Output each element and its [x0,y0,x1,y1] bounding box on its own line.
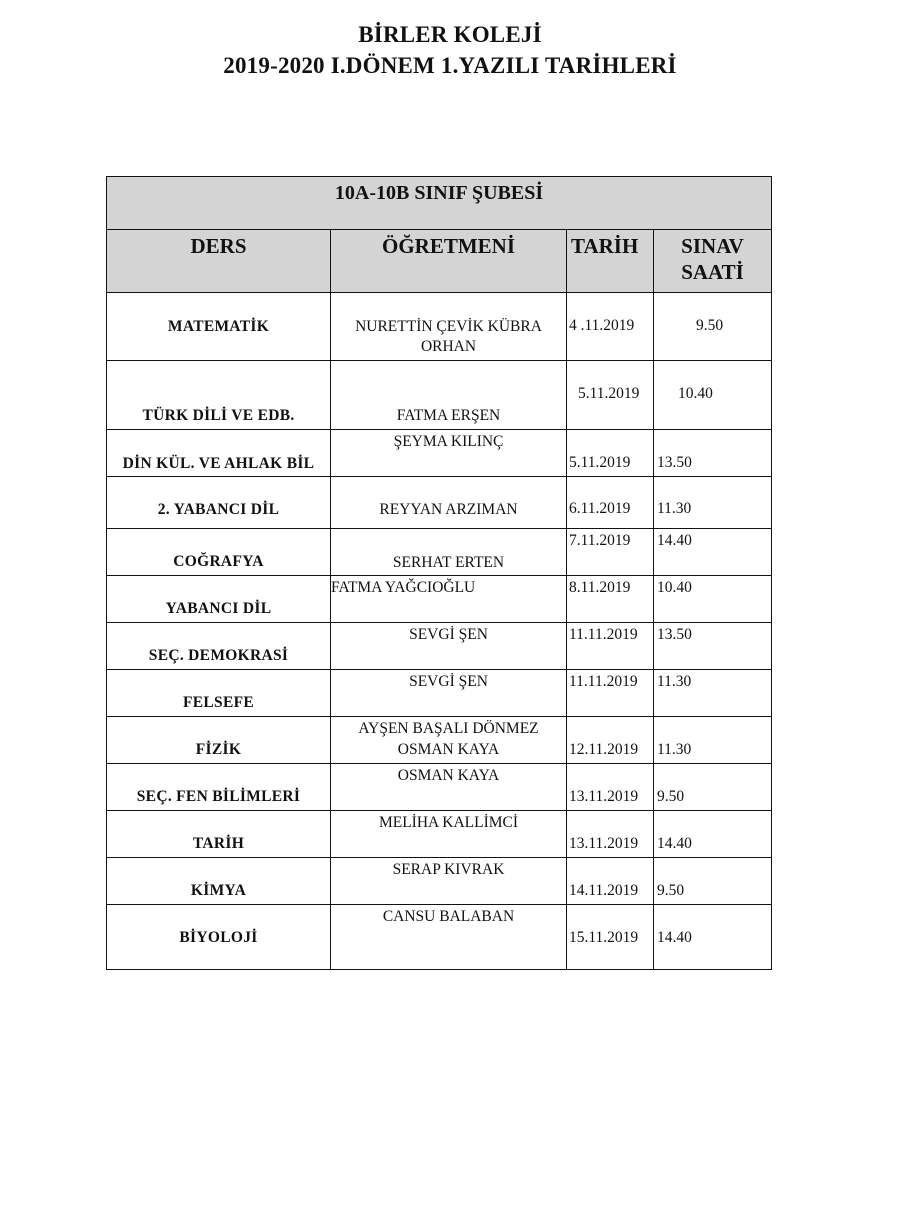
teacher-cell: OSMAN KAYA [397,767,500,784]
teacher-cell: FATMA YAĞCIOĞLU [331,579,476,596]
teacher-cell: SERAP KIVRAK [392,861,505,878]
table-row [107,430,772,477]
table-row [107,670,772,717]
time-cell: 9.50 [696,317,724,334]
subject-cell: SEÇ. DEMOKRASİ [148,647,289,664]
table-row [107,529,772,576]
date-cell: 8.11.2019 [569,579,631,596]
time-cell: 10.40 [657,579,692,596]
subject-cell: YABANCI DİL [165,600,272,617]
subject-cell: FİZİK [195,741,242,758]
table-row [107,905,772,970]
date-cell: 7.11.2019 [569,532,631,549]
header-ogretmen: ÖĞRETMENİ [331,230,567,293]
subject-cell: TÜRK DİLİ VE EDB. [142,407,295,424]
table-row [107,858,772,905]
time-cell: 11.30 [657,741,692,758]
time-cell: 13.50 [657,454,692,471]
subject-cell: SEÇ. FEN BİLİMLERİ [136,788,301,805]
time-cell: 14.40 [657,532,692,549]
school-title: BİRLER KOLEJİ [358,22,542,47]
header-saat: SINAV SAATİ [654,230,772,293]
teacher-cell: SERHAT ERTEN [392,554,505,571]
time-cell: 14.40 [657,929,692,946]
date-cell: 14.11.2019 [569,882,639,899]
subject-cell: KİMYA [190,882,247,899]
teacher-cell: CANSU BALABAN [382,908,515,925]
class-section-heading: 10A-10B SINIF ŞUBESİ [107,177,772,230]
exam-schedule-table [106,176,772,970]
date-cell: 5.11.2019 [578,385,640,402]
time-cell: 14.40 [657,835,692,852]
subject-cell: BİYOLOJİ [179,929,258,946]
subject-cell: DİN KÜL. VE AHLAK BİL [122,455,315,472]
header-ders: DERS [107,230,331,293]
date-cell: 6.11.2019 [569,500,631,517]
teacher-cell: SEVGİ ŞEN [409,673,488,690]
teacher-cell: ŞEYMA KILINÇ [393,433,504,450]
teacher-cell: REYYAN ARZIMAN [379,501,518,518]
header-tarih: TARİH [567,230,654,293]
teacher-cell: NURETTİN ÇEVİK KÜBRA ORHAN [355,318,542,355]
date-cell: 11.11.2019 [569,626,638,643]
table-row [107,717,772,764]
table-row [107,293,772,361]
subject-cell: COĞRAFYA [173,553,264,570]
teacher-cell: MELİHA KALLİMCİ [378,814,519,831]
time-cell: 11.30 [657,500,692,517]
time-cell: 11.30 [657,673,692,690]
time-cell: 10.40 [678,385,713,402]
time-cell: 9.50 [657,788,685,805]
teacher-cell: FATMA ERŞEN [396,407,501,424]
time-cell: 13.50 [657,626,692,643]
date-cell: 13.11.2019 [569,835,639,852]
table-row [107,477,772,529]
date-cell: 11.11.2019 [569,673,638,690]
date-cell: 15.11.2019 [569,929,639,946]
table-row [107,623,772,670]
date-cell: 5.11.2019 [569,454,631,471]
table-row [107,811,772,858]
date-cell: 13.11.2019 [569,788,639,805]
time-cell: 9.50 [657,882,685,899]
subject-cell: MATEMATİK [167,318,270,335]
subject-cell: TARİH [192,835,245,852]
teacher-cell: AYŞEN BAŞALI DÖNMEZ OSMAN KAYA [358,720,539,758]
subject-cell: 2. YABANCI DİL [157,501,280,518]
table-row [107,361,772,430]
date-cell: 4 .11.2019 [569,317,635,334]
teacher-cell: SEVGİ ŞEN [409,626,488,643]
exam-schedule-title: 2019-2020 I.DÖNEM 1.YAZILI TARİHLERİ [223,53,677,78]
subject-cell: FELSEFE [182,694,254,711]
table-row [107,764,772,811]
date-cell: 12.11.2019 [569,741,639,758]
table-row [107,576,772,623]
